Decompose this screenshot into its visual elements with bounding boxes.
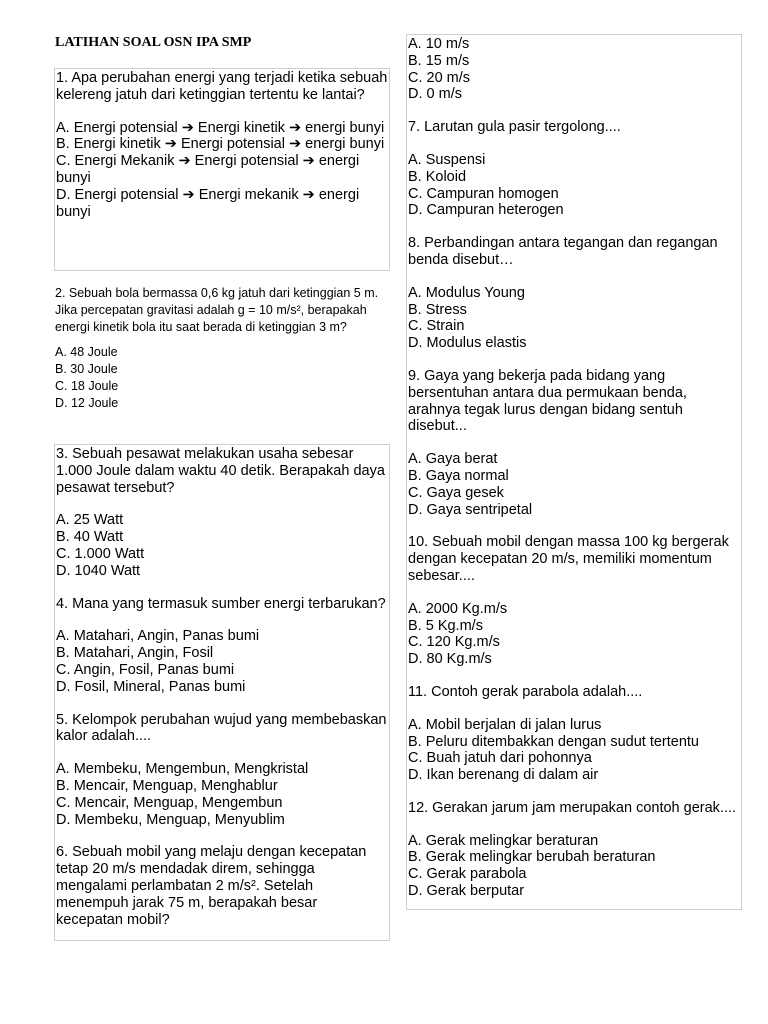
question-2-text: 2. Sebuah bola bermassa 0,6 kg jatuh dari ketinggian 5 m. Jika percepatan gravitasi adalah g = 10 m/s², berapakah energi kinetik bola itu saat berada di ketinggian 3 m?	[55, 286, 379, 334]
questions-3-6-box	[54, 444, 390, 941]
question-2-options	[55, 344, 390, 412]
option-8c: C. Strain	[408, 318, 465, 335]
question-2-block	[55, 285, 390, 412]
question-7-options	[408, 152, 740, 219]
question-5-text: 5. Kelompok perubahan wujud yang membebaskan kalor adalah....	[56, 711, 387, 745]
option-9d: D. Gaya sentripetal	[408, 501, 533, 518]
question-9-text: 9. Gaya yang bekerja pada bidang yang bersentuhan antara dua permukaan benda, arahnya tegak lurus dengan bidang sentuh disebut...	[408, 367, 687, 435]
option-3c: C. 1.000 Watt	[56, 545, 145, 562]
option-8a: A. Modulus Young	[408, 284, 525, 301]
question-6-options	[408, 36, 740, 103]
option-10a: A. 2000 Kg.m/s	[408, 600, 508, 617]
option-4c: C. Angin, Fosil, Panas bumi	[56, 661, 235, 678]
question-8-text: 8. Perbandingan antara tegangan dan regangan benda disebut…	[408, 235, 718, 268]
question-5-options	[56, 761, 388, 828]
question-4-text: 4. Mana yang termasuk sumber energi terbarukan?	[56, 595, 386, 612]
option-5c: C. Mencair, Menguap, Mengembun	[56, 794, 283, 811]
option-11b: B. Peluru ditembakkan dengan sudut tertentu	[408, 733, 699, 750]
right-column-box	[406, 34, 742, 910]
option-11c: C. Buah jatuh dari pohonnya	[408, 750, 592, 767]
option-6a: A. 10 m/s	[408, 36, 470, 52]
option-4a: A. Matahari, Angin, Panas bumi	[56, 628, 260, 645]
option-11a: A. Mobil berjalan di jalan lurus	[408, 716, 602, 733]
question-10-text: 10. Sebuah mobil dengan massa 100 kg bergerak dengan kecepatan 20 m/s, memiliki momentum sebesar....	[408, 534, 729, 584]
option-2c: C. 18 Joule	[55, 379, 119, 393]
option-7b: B. Koloid	[408, 168, 467, 185]
option-12b: B. Gerak melingkar berubah beraturan	[408, 849, 656, 866]
option-7c: C. Campuran homogen	[408, 185, 559, 202]
option-10d: D. 80 Kg.m/s	[408, 651, 492, 668]
question-11-options	[408, 717, 740, 784]
option-5a: A. Membeku, Mengembun, Mengkristal	[56, 761, 309, 778]
option-12a: A. Gerak melingkar beraturan	[408, 832, 599, 849]
option-10c: C. 120 Kg.m/s	[408, 634, 500, 651]
option-4b: B. Matahari, Angin, Fosil	[56, 645, 214, 662]
option-1a: A. Energi potensial ➔ Energi kinetik ➔ energi bunyi	[56, 119, 385, 136]
option-1d: D. Energi potensial ➔ Energi mekanik ➔ energi bunyi	[56, 186, 360, 220]
option-1b: B. Energi kinetik ➔ Energi potensial ➔ energi bunyi	[56, 136, 385, 153]
option-8b: B. Stress	[408, 301, 467, 318]
question-1-options	[56, 120, 388, 221]
question-3-text: 3. Sebuah pesawat melakukan usaha sebesar 1.000 Joule dalam waktu 40 detik. Berapakah daya pesawat tersebut?	[56, 446, 385, 496]
option-9a: A. Gaya berat	[408, 451, 498, 468]
question-1-text: 1. Apa perubahan energi yang terjadi ketika sebuah kelereng jatuh dari ketinggian tertentu ke lantai?	[56, 70, 388, 103]
option-3b: B. 40 Watt	[56, 529, 124, 546]
option-2d: D. 12 Joule	[55, 396, 119, 410]
option-7d: D. Campuran heterogen	[408, 202, 564, 219]
question-6-text: 6. Sebuah mobil yang melaju dengan kecepatan tetap 20 m/s mendadak direm, sehingga mengalami perlambatan 2 m/s². Setelah menempuh jarak 75 m, berapakah besar kecepatan mobil?	[56, 844, 367, 928]
question-4-options	[56, 628, 388, 695]
question-12-options	[408, 833, 740, 900]
option-4d: D. Fosil, Mineral, Panas bumi	[56, 678, 246, 695]
option-11d: D. Ikan berenang di dalam air	[408, 767, 599, 784]
option-3d: D. 1040 Watt	[56, 562, 141, 579]
option-12d: D. Gerak berputar	[408, 883, 525, 900]
question-11-text: 11. Contoh gerak parabola adalah....	[408, 683, 643, 700]
page-title: LATIHAN SOAL OSN IPA SMP	[55, 35, 252, 50]
option-10b: B. 5 Kg.m/s	[408, 617, 483, 634]
option-9c: C. Gaya gesek	[408, 484, 504, 501]
question-9-options	[408, 451, 740, 518]
option-9b: B. Gaya normal	[408, 467, 509, 484]
option-5b: B. Mencair, Menguap, Menghablur	[56, 777, 278, 794]
question-1-box	[54, 68, 390, 271]
question-12-text: 12. Gerakan jarum jam merupakan contoh gerak....	[408, 799, 737, 816]
option-6c: C. 20 m/s	[408, 69, 471, 86]
option-2a: A. 48 Joule	[55, 345, 118, 359]
option-12c: C. Gerak parabola	[408, 866, 527, 883]
option-6b: B. 15 m/s	[408, 52, 470, 69]
question-10-options	[408, 601, 740, 668]
option-1c: C. Energi Mekanik ➔ Energi potensial ➔ energi bunyi	[56, 153, 360, 186]
option-8d: D. Modulus elastis	[408, 335, 527, 352]
option-3a: A. 25 Watt	[56, 512, 124, 529]
question-8-options	[408, 285, 740, 352]
question-3-options	[56, 512, 388, 579]
option-2b: B. 30 Joule	[55, 362, 118, 376]
option-7a: A. Suspensi	[408, 151, 486, 168]
option-5d: D. Membeku, Menguap, Menyublim	[56, 811, 285, 828]
option-6d: D. 0 m/s	[408, 86, 462, 103]
question-7-text: 7. Larutan gula pasir tergolong....	[408, 119, 621, 136]
